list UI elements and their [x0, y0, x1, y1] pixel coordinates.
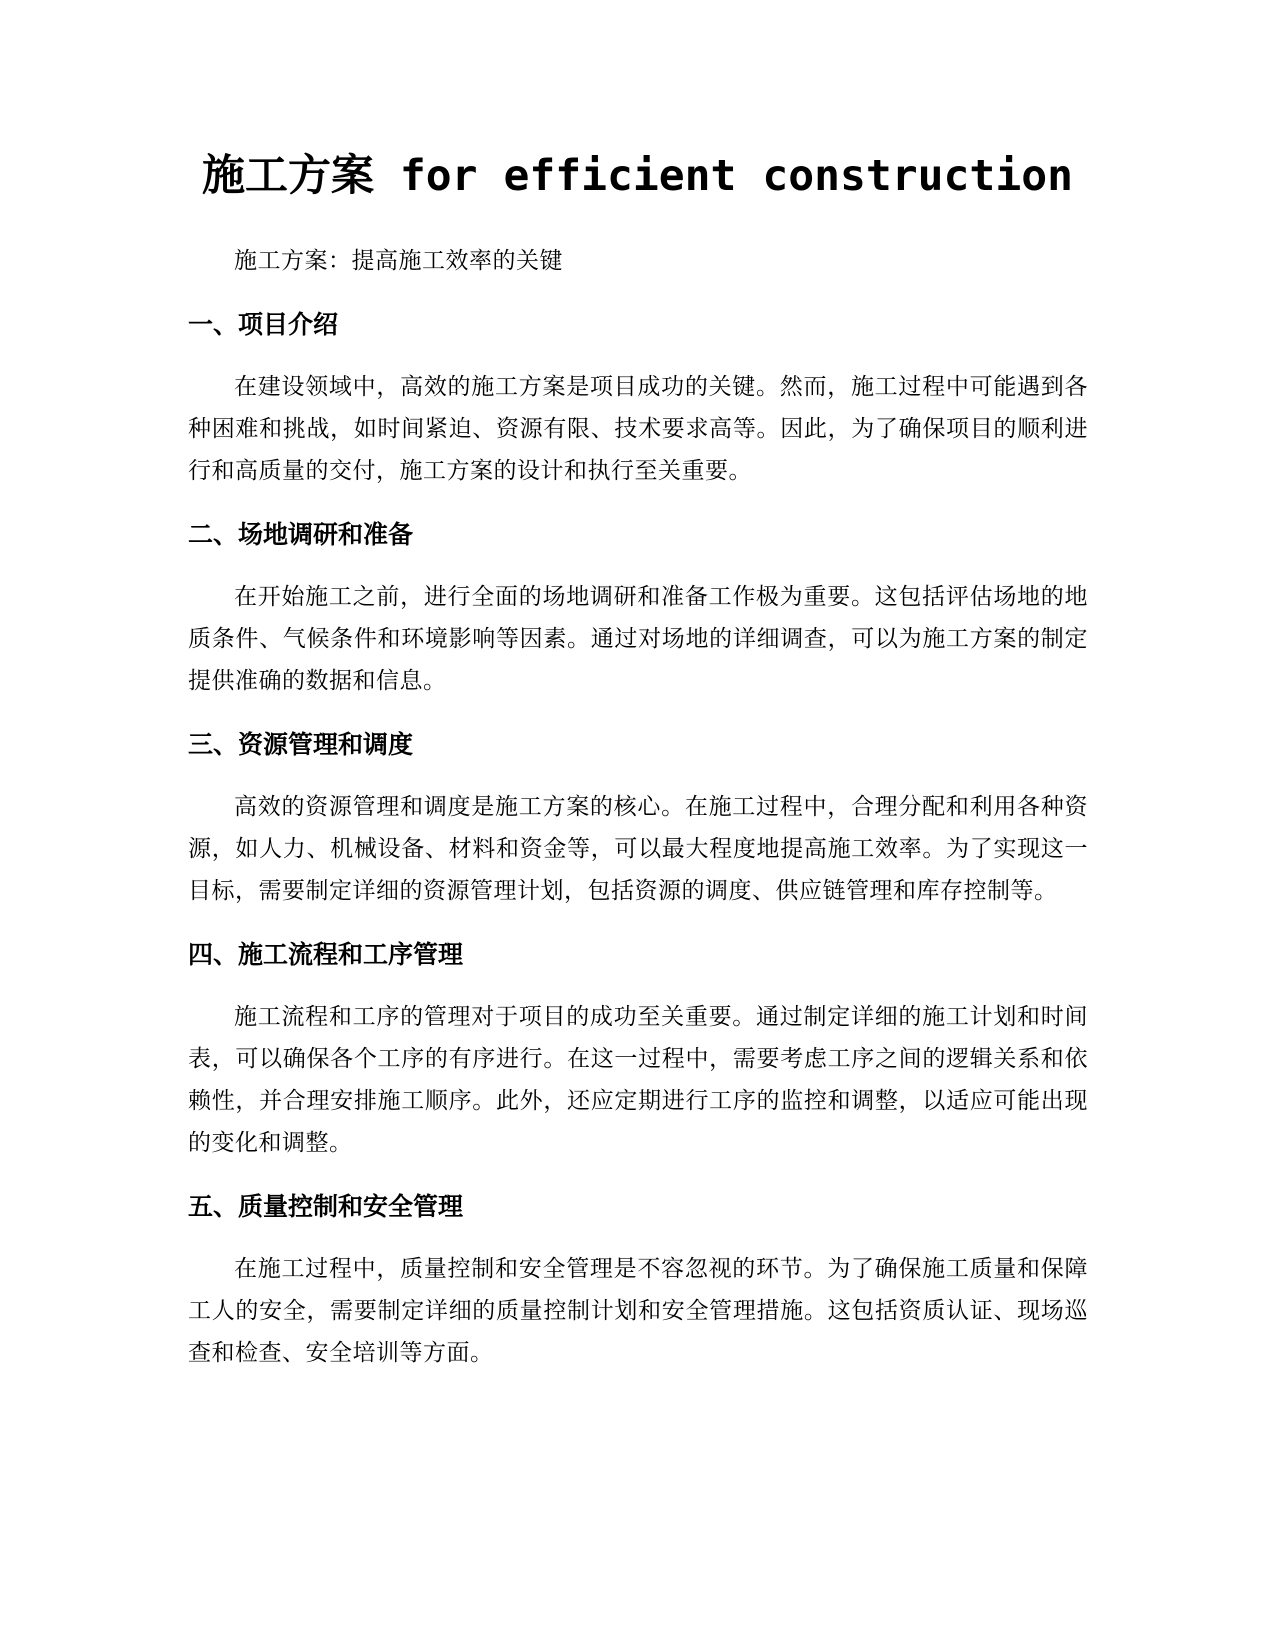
section-heading-quality-safety: 五、质量控制和安全管理: [188, 1192, 464, 1221]
section-body-quality-safety: 在施工过程中，质量控制和安全管理是不容忽视的环节。为了确保施工质量和保障工人的安全，需要制定详细的质量控制计划和安全管理措施。这包括资质认证、现场巡查和检查、安全培训等方面。: [188, 1256, 1088, 1366]
section-body-resource-management: 高效的资源管理和调度是施工方案的核心。在施工过程中，合理分配和利用各种资源，如人力、机械设备、材料和资金等，可以最大程度地提高施工效率。为了实现这一目标，需要制定详细的资源管理计划，包括资源的调度、供应链管理和库存控制等。: [188, 794, 1088, 904]
document-subtitle: 施工方案：提高施工效率的关键: [234, 248, 563, 274]
section-heading-site-survey: 二、场地调研和准备: [188, 520, 414, 549]
section-body-project-intro: 在建设领域中，高效的施工方案是项目成功的关键。然而，施工过程中可能遇到各种困难和挑战，如时间紧迫、资源有限、技术要求高等。因此，为了确保项目的顺利进行和高质量的交付，施工方案的设计和执行至关重要。: [188, 374, 1088, 484]
section-heading-process-management: 四、施工流程和工序管理: [188, 940, 464, 969]
section-heading-resource-management: 三、资源管理和调度: [188, 730, 414, 759]
document-title: 施工方案 for efficient construction: [202, 151, 1073, 201]
section-body-process-management: 施工流程和工序的管理对于项目的成功至关重要。通过制定详细的施工计划和时间表，可以确保各个工序的有序进行。在这一过程中，需要考虑工序之间的逻辑关系和依赖性，并合理安排施工顺序。此外，还应定期进行工序的监控和调整，以适应可能出现的变化和调整。: [188, 1004, 1088, 1156]
document-body: [188, 240, 1088, 1374]
section-heading-project-intro: 一、项目介绍: [188, 310, 339, 339]
section-body-site-survey: 在开始施工之前，进行全面的场地调研和准备工作极为重要。这包括评估场地的地质条件、气候条件和环境影响等因素。通过对场地的详细调查，可以为施工方案的制定提供准确的数据和信息。: [188, 584, 1088, 694]
